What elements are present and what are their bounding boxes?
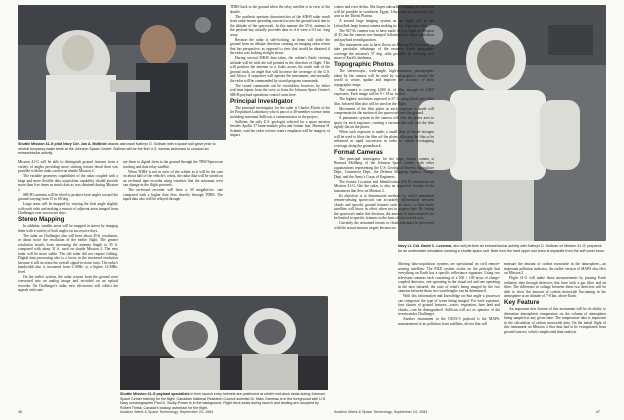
col6-paragraph: Flight 41-G will make those measurements by passing Earth radiation data through detectors that have both a gas filter and an filter. The difference in voltage between these two detectors will be able to show the amount of carbon monoxide fluctuating in the atmosphere at an altitude of 7-8 km. above Earth. bbox=[504, 276, 606, 298]
col3-paragraph: TDRS back to the ground when the relay satellite is in view of the shuttle. bbox=[230, 5, 330, 14]
col4-paragraph: The instrument was to have flown on Mission 41-G anyway to take particular advantage of the resource Earth geographic coverage the mission's 57 deg. orbit provides by massing over more of Earth's landmass. bbox=[334, 42, 434, 60]
column-4 bbox=[334, 5, 434, 231]
col4-paragraph: Movement of the film plates as each exposure is made will compensate for the motion of the spacecraft over the ground. bbox=[334, 106, 434, 115]
left-page-number: 46 bbox=[18, 410, 23, 414]
column-6 bbox=[504, 262, 606, 335]
col1-paragraph: Mission 41-G will be able to distinguish ground features from a variety of angles providing more striking terrain detail than was possible with the radar carried on shuttle Mission 2. bbox=[18, 160, 118, 173]
heading-principal-investigator: Principal Investigator bbox=[230, 97, 293, 105]
col3-paragraph: During several SIR-B data takes, the orbiter's Earth viewing attitude will be with the tail pointed in the direction of flight. This will position the antenna so it looks across the south side of the ground track, an angle that will increase the coverage of the U.S. and Africa. A sequencer will operate the instrument, and normally the radar will be commanded by stored program commands. bbox=[230, 56, 330, 83]
column-1 bbox=[18, 160, 118, 293]
heading-key-feature: Key Feature bbox=[504, 299, 540, 306]
column-2 bbox=[123, 160, 223, 202]
heading-stereo-mapping: Stereo Mapping bbox=[18, 216, 65, 223]
right-caption: Navy Lt. Cdr. David C. Leestma, who will perform an extravehicular activity with Kathryn D. Sullivan on Mission 41-G, prepares for an underwater simulation wearing a shuttle space suit. Note how the hard upper suit torso is separate from the soft lower torso. bbox=[398, 244, 605, 253]
col3-paragraph: Sullivan, the only U.S. geologist selected for a space mission besides Apollo 17 lunar-module pilot and former Sen. Harrison H. Schmitt, said her radar science team's emphasis will be imagery of impact bbox=[230, 119, 330, 137]
col5-paragraph: With this information and knowledge on Sun angle a processor can categorize the type of scene being imaged. For each exposure, four classes of ground features—water, vegetation, bare land and clouds—can be distinguished. Sullivan will act as operator of the terrain under Challenger. bbox=[398, 294, 500, 316]
col5-paragraph: filtering data-acquisition systems are operational on civil remote-sensing satellites. The FILE system works on the principle that everything on Earth has a specific reflectance signature. Using two television cameras each consisting of a 100 × 100 array of charge-coupled detectors, one operating in the visual red and one operating in the near infrared, the ratio of what's being imaged by the two cameras between those two wavelengths can be determined. bbox=[398, 262, 500, 293]
col5-paragraph: Another instrument in the OSTA-3 payload is the MAPS, measurement of air pollution from satellites, device that will bbox=[398, 317, 500, 326]
col1-paragraph: SIR-B's antenna will be tilted to produce look angles toward the ground varying from 15 to 60 deg. bbox=[18, 192, 118, 201]
col4-paragraph: The principal investigator for the large format camera is Bernard Mollberg of the Johnson Space Center, with other organizations representing the U.S. Geological Survey, Agriculture Dept., Commerce Dept., the Defense Mapping Agency, Energy Dept. and the Army's Corps of Engineers. bbox=[334, 156, 434, 179]
heading-format-cameras: Format Cameras bbox=[334, 148, 383, 156]
col4-paragraph: The feature Location and Identification (FILE) instrument on Mission 41-G, like the radar, is also an improved version of the instrument that flew on Mission 2. bbox=[334, 179, 434, 193]
col6-paragraph: An important new feature of this instrument will be its ability to determine atmospheric temperature on the column of atmosphere being sampled at any given time. The temperature data is important in the calculation of carbon monoxide data. On the initial flight of this instrument on Mission 2 that data had to be extrapolated from ground sources, which complicated data analysis. bbox=[504, 307, 606, 334]
col4-paragraph: Currently the unwanted terrain or cloud data must be processed with the actual mission targets because no bbox=[334, 221, 434, 230]
col4-paragraph: The 947-lb. camera was to have made its first flight on Mission 41-D, but the camera was bumped following that flight's pad abort and payload reconfiguration. bbox=[334, 28, 434, 42]
col4-paragraph: A second large imaging system on the flight will be the Litton/Itek large format camera making its first flight into orbit. bbox=[334, 19, 434, 28]
bottom-middle-caption: Shuttle Mission 41-G payload specialists in their launch entry helmets are positioned at orbiter mid-deck seats during Johnson Space Center training for the flight. Canadian National Research Council scientist Dr. Marc Garneau is in the foreground with U.S. Navy oceanographer Paul D. Scully-Power is in the background. Flight deck seats during launch and landing are occupied by Robert Thirsk, Canada's backup astronaut for the flight. bbox=[120, 392, 327, 410]
col2-paragraph: The on-board recorder will have a 30 megabit/sec. rate compared with a higher data flow directly through TDRS. The taped data also will be relayed through bbox=[123, 188, 223, 201]
col1-paragraph: The variable geometry capabilities of the radar coupled with a large and more flexible data acquisition capability should provide more than five times as much data as was obtained during Mission 2. bbox=[18, 174, 118, 192]
col3-paragraph: The principal investigator for the radar is Charles Elachi of the Jet Propulsion Laboratory who is part of a 40-member science team including astronaut Sullivan, a communicator in the project. bbox=[230, 105, 330, 119]
col1-paragraph: The radar on Challenger also will have about 45-ft. resolution, or about twice the resolution of the earlier flight. The greater resolution results from increasing the antenna length to 35 ft. compared with about 31 ft. used on shuttle Mission 2. The new radar will be more stable. The old radar did not require folding. Digital data processing also is a factor in the increased resolution because it will increase the overall signal-to-noise ratio. The radar's bandwidth also is increased from 6 MHz. to a higher 12-MHz. level. bbox=[18, 233, 118, 274]
column-3 bbox=[230, 5, 330, 138]
col3-paragraph: The synthetic aperture characteristics of the SIR-B radar result from radar beams spreading outward across the ground track due to the altitude of the spacecraft. In this manner the 35-ft. antenna in the payload bay actually provides data as if it were a 9.3 mi. long array. bbox=[230, 14, 330, 37]
col4-paragraph: craters and river deltas. She hopes subsurface imaging by the radar will be possible in southwest Egypt, Libya and an especially arid area in the Tibesti Plateau. bbox=[334, 5, 434, 18]
col1-paragraph: In addition, smaller areas will be mapped in stereo by imaging them with a variety of look angles on successive days. bbox=[18, 224, 118, 233]
astronauts-glove-photo bbox=[18, 5, 226, 140]
top-left-caption: Shuttle Mission 41-G pilot Navy Cdr. Jon A. McBride assists astronaut Kathryn D. Sullivan with a space suit glove prior to neutral buoyancy water tests at the Johnson Space Center. Sullivan will be the first U.S. woman astronaut to conduct an extravehicular activity. bbox=[18, 142, 216, 155]
col1-paragraph: Large areas will be mapped by varying the look angle slightly with each orbit and making a mosaic of adjacent areas imaged from Challenger over successive days. bbox=[18, 202, 118, 215]
col2-paragraph: When TDRS is not in view of the orbiter as it will be the case on about half of the vehicle's orbits, the radar data will be stored on an on-board tape recorder using cassettes that the astronaut crew can change as the flight proceeds. bbox=[123, 169, 223, 187]
col3-paragraph: Because the radar is side-looking, its beam will strike the ground from an oblique direction creating an imaging radar return that has perspective, as opposed to view that would be obtained if the radar was looking straight down. bbox=[230, 37, 330, 55]
col4-paragraph: When such exposure is made, a small blast of stored nitrogen will be used to blow the film off the plates, allowing the film to be advanced in rapid succession in order to obtain overlapping coverage along the groundtrack. bbox=[334, 130, 434, 148]
right-page-number: 47 bbox=[596, 410, 601, 414]
column-5 bbox=[398, 262, 500, 327]
col4-paragraph: Its objective is to demonstrate methods by which unmanned remote-sensing spacecraft can accurately differentiate between clouds and specific ground features such as snow, so that future satellites will know in effect when not to acquire data. By letting the spacecraft make this decision, the amount of data returned can be limited to specific features in the least cloud covered area. bbox=[334, 193, 434, 220]
right-footer-text: Aviation Week & Space Technology, September 24, 1984 bbox=[334, 410, 428, 414]
col3-paragraph: The stored commands can be overridden, however, by either real-time inputs from the crew or from the Johnson Space Center's SIR-B payload operations control room here. bbox=[230, 83, 330, 97]
heading-topographic-photos: Topographic Photos bbox=[334, 61, 394, 68]
col6-paragraph: measure the amount of carbon monoxide in the atmosphere—an important pollution indicator. An earlier version of MAPS also flew on Mission 2. bbox=[504, 262, 606, 275]
col1-paragraph: On the earlier system, the radar returns from the ground were converted into an analog image and recorded on an optical recorder. On Challenger's radar, new electronics will collect the signals and route bbox=[18, 274, 118, 292]
col2-paragraph: net them to digital form to the ground through the TRW/Spacecom tracking and data relay satellite. bbox=[123, 160, 223, 169]
col4-paragraph: The highest resolution expected is 67 ft. using black and white film. Infrared film also will be used on the flight. bbox=[334, 97, 434, 106]
col4-paragraph: A pneumatic system in the camera will vent the plates area to space for each exposure, creating a vacuum that will suck the film tightly flat on the plates. bbox=[334, 116, 434, 129]
left-footer-text: Aviation Week & Space Technology, September 24, 1984 bbox=[120, 410, 214, 414]
payload-specialists-photo bbox=[120, 296, 328, 390]
col4-paragraph: The stereoscopic, wide-angle, high-resolution photographic taken by the camera will be used by cartographers around the world to create, update and improve the accuracy of their topographic maps. bbox=[334, 69, 434, 87]
col4-paragraph: The camera is carrying 4,000 ft. of film, enough for 2,400 exposures. Each image will be 9 × 18 in. in size. bbox=[334, 87, 434, 96]
